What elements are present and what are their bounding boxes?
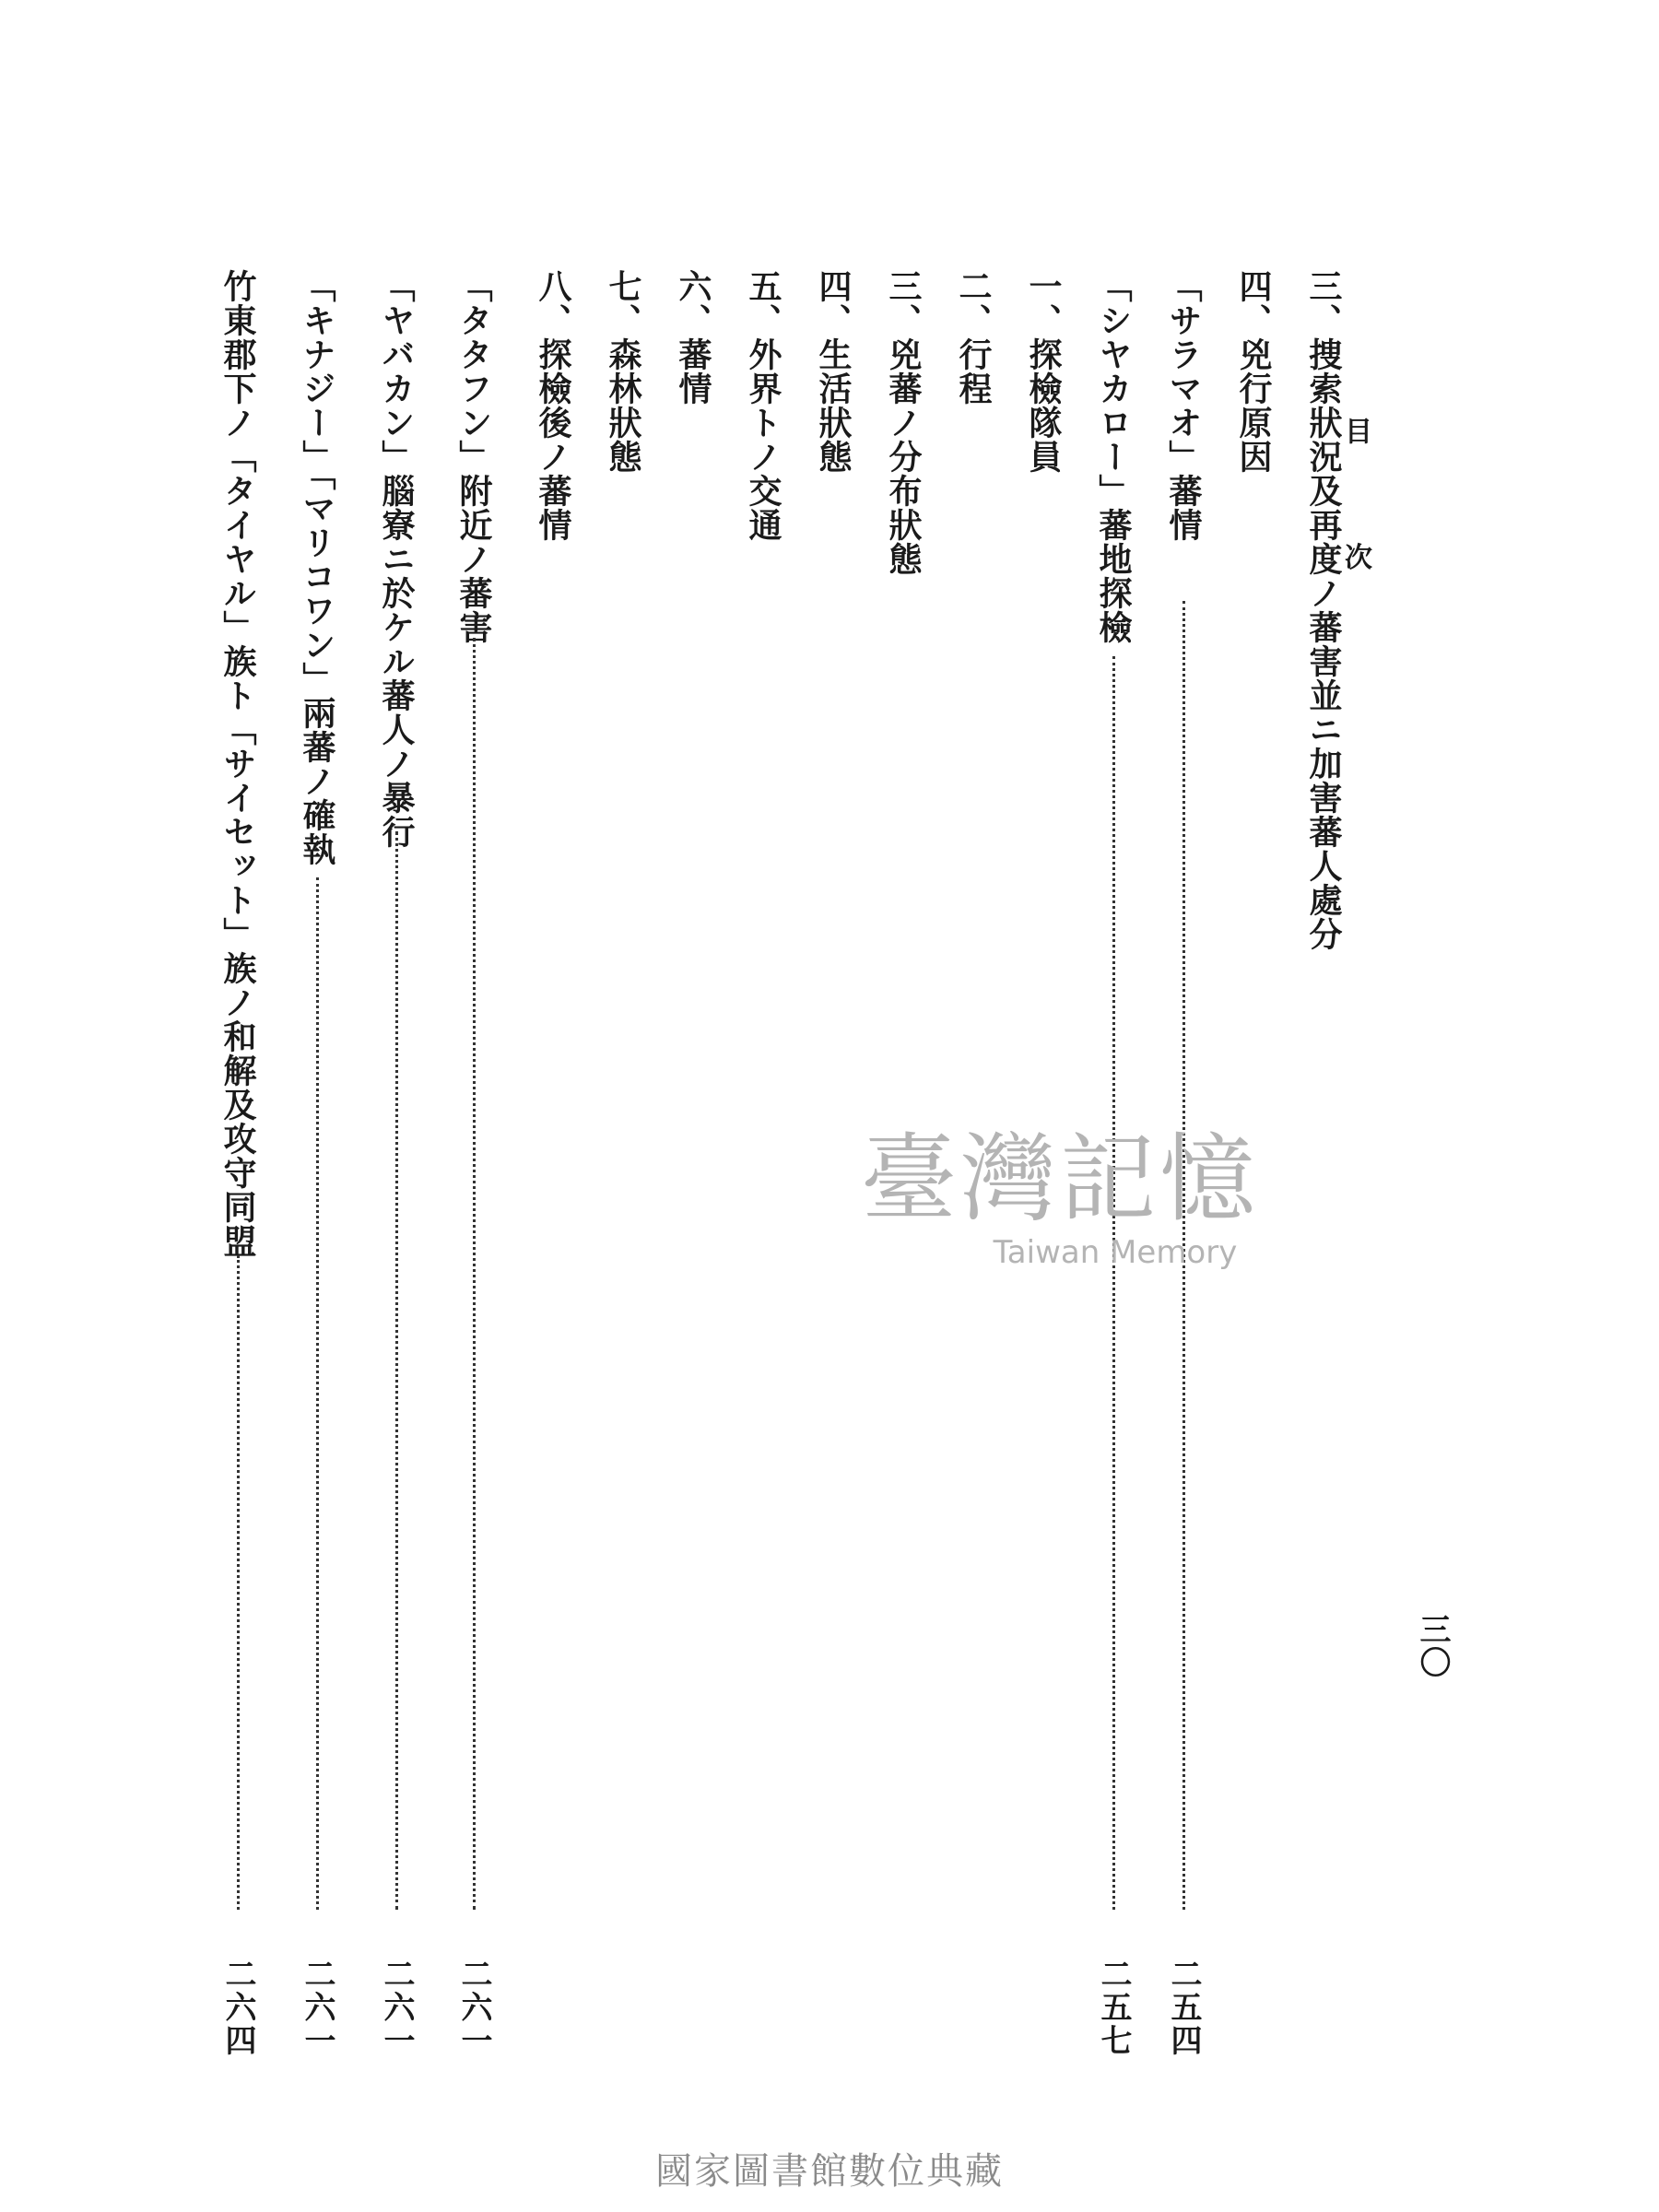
dot-leader [237, 1255, 240, 1910]
toc-entry [533, 269, 573, 2057]
toc-entry-text: 二、行程 [954, 269, 993, 406]
toc-entry-text: 七、森林狀態 [604, 269, 642, 474]
toc-entry-text: 三、兇蕃ノ分布狀態 [884, 269, 923, 576]
toc-page-number: 二五四 [1165, 1958, 1202, 2057]
toc-page-number: 二六一 [378, 1958, 415, 2057]
toc-entry-text: 「ヤバカン」腦寮ニ於ケル蕃人ノ暴行 [377, 269, 416, 849]
page-header-title: 目 次 [1339, 417, 1371, 615]
toc-entry-text: 「キナジー」「マリコワン」兩蕃ノ確執 [298, 269, 336, 866]
toc-entry-text: 五、外界トノ交通 [744, 269, 782, 542]
toc-entry-text: 六、蕃情 [674, 269, 712, 406]
toc-entry [218, 269, 258, 2057]
toc-entry [453, 269, 494, 2057]
toc-entry-text: 四、生活狀態 [814, 269, 853, 474]
toc-entry-text: 「サラマオ」蕃情 [1164, 269, 1203, 542]
toc-entry [673, 269, 713, 2057]
toc-entry [376, 269, 417, 2057]
toc-entry [297, 269, 337, 2057]
dot-leader [1112, 656, 1115, 1910]
toc-entry-text: 一、探檢隊員 [1024, 269, 1063, 474]
toc-entry [1303, 269, 1344, 2057]
watermark-english: Taiwan Memory [993, 1234, 1238, 1271]
dot-leader [395, 831, 398, 1910]
toc-page-number: 二六一 [299, 1958, 335, 2057]
toc-entry-text: 「タタフン」附近ノ蕃害 [454, 269, 493, 644]
page-number: 三〇 [1414, 1613, 1451, 1679]
toc-entry [743, 269, 783, 2057]
toc-page-number: 二六一 [455, 1958, 492, 2057]
dot-leader [316, 877, 319, 1910]
watermark-chinese: 臺灣記憶 [860, 1123, 1259, 1235]
footer-credit: 國家圖書館數位典藏 [655, 2150, 1004, 2193]
dot-leader [473, 638, 476, 1910]
toc-page-number: 二五七 [1095, 1958, 1132, 2057]
toc-page-number: 二六四 [219, 1958, 256, 2057]
toc-entry-text: 四、兇行原因 [1234, 269, 1273, 474]
toc-entry-text: 三、捜索狀況及再度ノ蕃害並ニ加害蕃人處分 [1304, 269, 1343, 951]
toc-entry-text: 竹東郡下ノ「タイヤル」族ト「サイセット」族ノ和解及攻守同盟 [218, 269, 257, 1258]
toc-entry-text: 八、探檢後ノ蕃情 [534, 269, 572, 542]
watermark [811, 1101, 1309, 1271]
toc-entry [603, 269, 643, 2057]
toc-entry-text: 「シヤカロー」蕃地探檢 [1094, 269, 1133, 644]
